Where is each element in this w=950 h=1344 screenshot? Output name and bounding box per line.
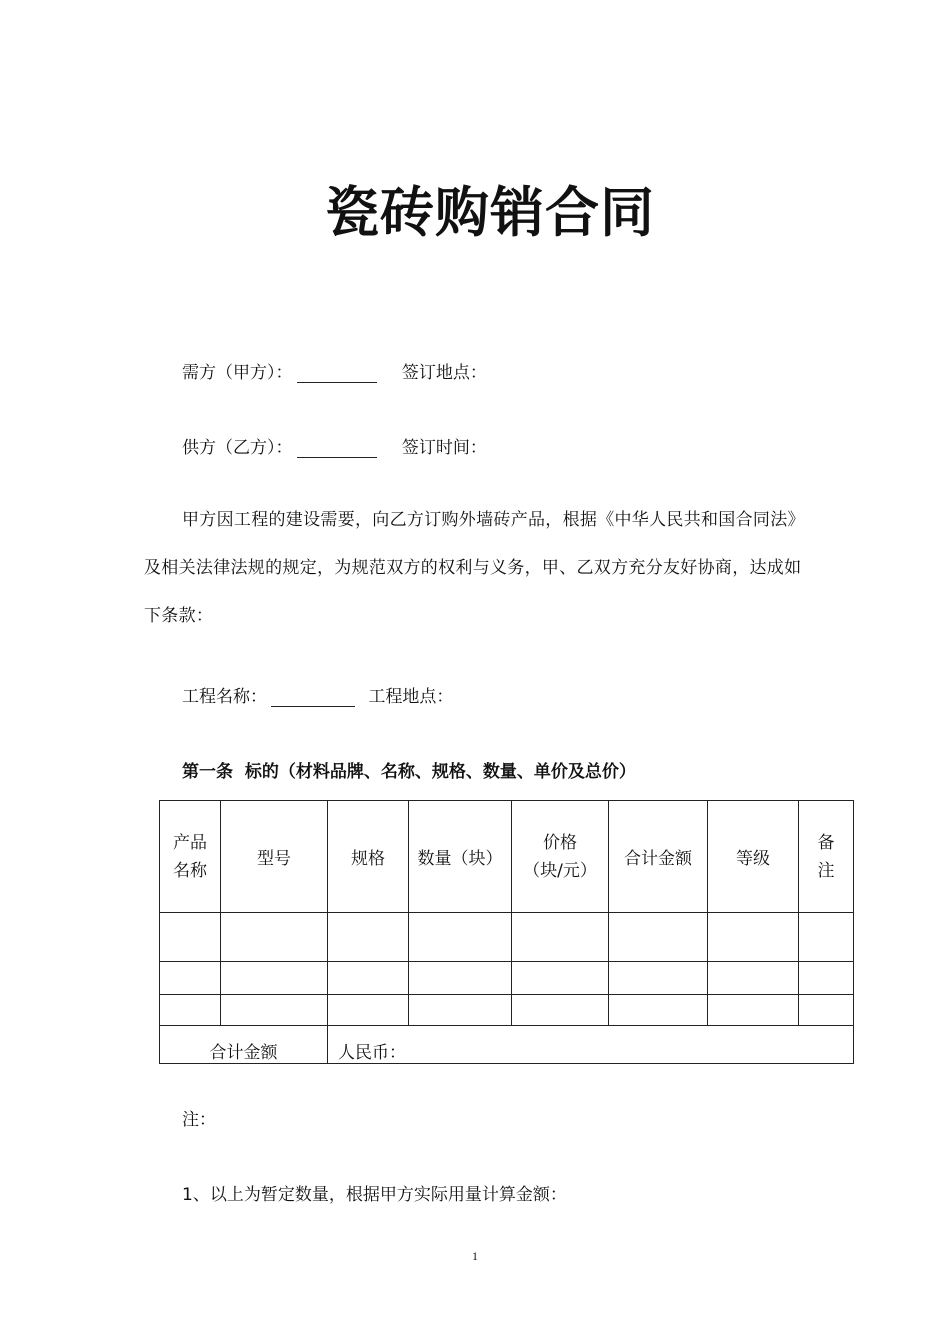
table-cell[interactable]	[609, 995, 708, 1026]
table-cell[interactable]	[512, 913, 609, 962]
materials-table	[159, 800, 854, 1064]
table-total-row	[160, 1026, 854, 1064]
table-cell[interactable]	[221, 995, 328, 1026]
table-cell[interactable]	[221, 913, 328, 962]
project-line	[182, 682, 453, 707]
note-label: 注：	[182, 1110, 216, 1130]
table-cell[interactable]	[328, 962, 409, 995]
intro-paragraph: 甲方因工程的建设需要，向乙方订购外墙砖产品，根据《中华人民共和国合同法》及相关法律法规的规定，为规范双方的权利与义务，甲、乙双方充分友好协商，达成如下条款：	[144, 510, 805, 626]
project-name-label: 工程名称：	[182, 687, 267, 707]
table-cell[interactable]	[708, 995, 799, 1026]
table-cell[interactable]	[799, 962, 854, 995]
header-quantity: 数量（块）	[409, 801, 512, 913]
table-cell[interactable]	[609, 962, 708, 995]
table-row	[160, 995, 854, 1026]
header-model: 型号	[221, 801, 328, 913]
page-number: 1	[472, 1249, 478, 1263]
header-spec: 规格	[328, 801, 409, 913]
project-name-blank[interactable]	[271, 688, 355, 707]
project-place-label: 工程地点：	[368, 687, 454, 707]
table-cell[interactable]	[799, 913, 854, 962]
table-cell[interactable]	[160, 913, 221, 962]
header-remarks: 备 注	[799, 801, 854, 913]
table-cell[interactable]	[708, 962, 799, 995]
table-cell[interactable]	[160, 962, 221, 995]
table-cell[interactable]	[409, 962, 512, 995]
table-cell[interactable]	[328, 995, 409, 1026]
header-total: 合计金额	[609, 801, 708, 913]
table-cell[interactable]	[409, 995, 512, 1026]
rmb-label[interactable]: 人民币：	[328, 1026, 854, 1064]
sign-time-label: 签订时间：	[401, 438, 487, 458]
seller-label: 供方（乙方）：	[182, 438, 293, 458]
table-cell[interactable]	[409, 913, 512, 962]
table-row	[160, 962, 854, 995]
header-product-name: 产品 名称	[160, 801, 221, 913]
header-price: 价格 （块/元）	[512, 801, 609, 913]
buyer-blank[interactable]	[297, 364, 377, 383]
total-amount-label: 合计金额	[160, 1026, 328, 1064]
sign-place-label: 签订地点：	[401, 363, 487, 383]
table-row	[160, 913, 854, 962]
table-cell[interactable]	[512, 995, 609, 1026]
table-cell[interactable]	[160, 995, 221, 1026]
table-cell[interactable]	[221, 962, 328, 995]
table-cell[interactable]	[799, 995, 854, 1026]
buyer-label: 需方（甲方）：	[182, 363, 293, 383]
table-cell[interactable]	[512, 962, 609, 995]
seller-blank[interactable]	[297, 439, 377, 458]
buyer-line	[182, 358, 487, 383]
table-cell[interactable]	[708, 913, 799, 962]
table-cell[interactable]	[609, 913, 708, 962]
header-grade: 等级	[708, 801, 799, 913]
table-header-row	[160, 801, 854, 913]
document-title: 瓷砖购销合同	[325, 181, 655, 244]
table-cell[interactable]	[328, 913, 409, 962]
article-1-heading: 第一条 标的（材料品牌、名称、规格、数量、单价及总价）	[182, 762, 636, 782]
note-1: 1、以上为暂定数量，根据甲方实际用量计算金额：	[182, 1185, 567, 1205]
seller-line	[182, 433, 487, 458]
